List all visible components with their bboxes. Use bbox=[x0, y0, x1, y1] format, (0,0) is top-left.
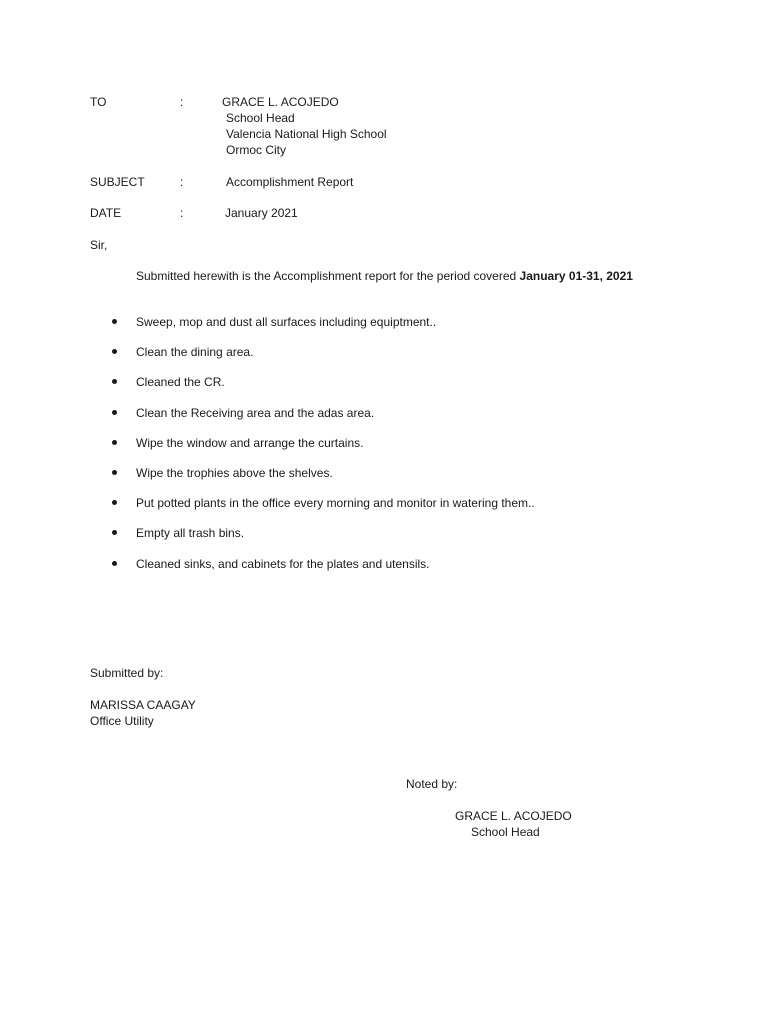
intro-paragraph bbox=[136, 268, 633, 284]
list-item bbox=[112, 374, 535, 404]
list-item bbox=[112, 344, 535, 374]
bullet-icon bbox=[112, 470, 117, 475]
bullet-icon bbox=[112, 530, 117, 535]
bullet-icon bbox=[112, 440, 117, 445]
list-item bbox=[112, 465, 535, 495]
date-value: January 2021 bbox=[225, 206, 298, 220]
list-item bbox=[112, 405, 535, 435]
list-item-text: Put potted plants in the office every morning and monitor in watering them.. bbox=[136, 496, 535, 511]
date-label: DATE bbox=[90, 206, 122, 220]
recipient-name: GRACE L. ACOJEDO bbox=[222, 95, 339, 109]
bullet-icon bbox=[112, 500, 117, 505]
noter-name: GRACE L. ACOJEDO bbox=[455, 809, 572, 823]
list-item-text: Sweep, mop and dust all surfaces including equiptment.. bbox=[136, 315, 437, 329]
submitted-by-label: Submitted by: bbox=[90, 666, 164, 680]
list-item-text: Wipe the trophies above the shelves. bbox=[136, 465, 333, 480]
to-colon: : bbox=[180, 95, 184, 109]
bullet-icon bbox=[112, 561, 117, 566]
bullet-icon bbox=[112, 349, 117, 354]
intro-period: January 01-31, 2021 bbox=[519, 269, 633, 283]
to-label: TO bbox=[90, 95, 107, 109]
list-item-text: Cleaned sinks, and cabinets for the plates and utensils. bbox=[136, 556, 430, 571]
submitter-name: MARISSA CAAGAY bbox=[90, 698, 196, 712]
salutation: Sir, bbox=[90, 238, 108, 252]
list-item-text: Clean the dining area. bbox=[136, 345, 254, 360]
noter-position: School Head bbox=[471, 825, 540, 839]
intro-text: Submitted herewith is the Accomplishment report for the period covered bbox=[136, 269, 520, 283]
noted-by-label: Noted by: bbox=[406, 777, 458, 791]
date-colon: : bbox=[180, 206, 184, 220]
recipient-city: Ormoc City bbox=[226, 143, 286, 157]
recipient-school: Valencia National High School bbox=[226, 127, 387, 141]
list-item-text: Wipe the window and arrange the curtains. bbox=[136, 435, 364, 450]
list-item bbox=[112, 525, 535, 555]
list-item-text: Empty all trash bins. bbox=[136, 526, 245, 541]
list-item-text: Cleaned the CR. bbox=[136, 375, 225, 390]
recipient-position: School Head bbox=[226, 111, 295, 125]
accomplishment-list bbox=[112, 314, 535, 586]
list-item bbox=[112, 314, 535, 344]
bullet-icon bbox=[112, 319, 117, 324]
list-item bbox=[112, 556, 535, 586]
list-item-text: Clean the Receiving area and the adas area. bbox=[136, 405, 375, 420]
bullet-icon bbox=[112, 379, 117, 384]
subject-value: Accomplishment Report bbox=[226, 175, 354, 189]
list-item bbox=[112, 495, 535, 525]
submitter-position: Office Utility bbox=[90, 714, 154, 728]
subject-label: SUBJECT bbox=[90, 175, 145, 189]
list-item bbox=[112, 435, 535, 465]
bullet-icon bbox=[112, 410, 117, 415]
subject-colon: : bbox=[180, 175, 184, 189]
